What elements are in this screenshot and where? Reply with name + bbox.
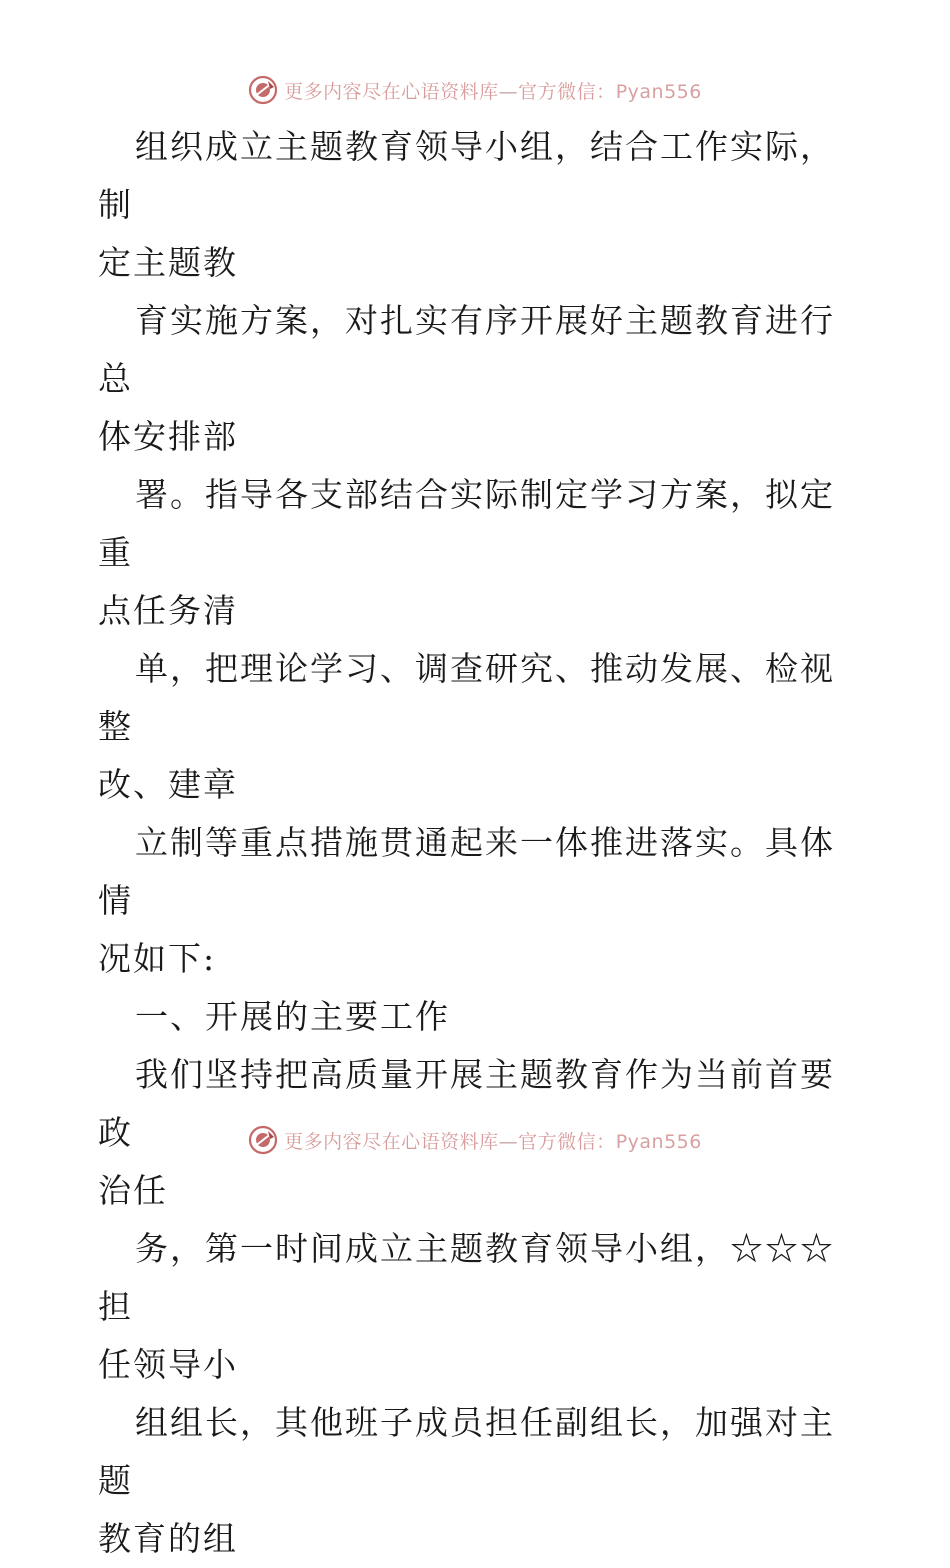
paragraph-line: 组组长，其他班子成员担任副组长，加强对主题 [98, 1403, 835, 1500]
document-body [98, 118, 858, 1568]
paragraph-line-wrap: 治任 [98, 1171, 168, 1210]
watermark-suffix: 官方微信： [518, 80, 616, 103]
watermark-id: Pyan556 [615, 80, 702, 103]
section-heading: 一、开展的主要工作 [135, 997, 450, 1036]
paragraph-line: 我们坚持把高质量开展主题教育作为当前首要政 [98, 1055, 835, 1152]
watermark-text [284, 77, 702, 104]
watermark-dash: — [498, 80, 519, 103]
watermark-dash: — [498, 1130, 519, 1153]
paragraph-line: 组织成立主题教育领导小组，结合工作实际，制 [98, 127, 835, 224]
paragraph-line: 单，把理论学习、调查研究、推动发展、检视整 [98, 649, 835, 746]
paragraph-3 [98, 466, 858, 640]
paragraph-8 [98, 1394, 858, 1568]
paragraph-line-wrap: 定主题教 [98, 243, 238, 282]
paragraph-line-wrap: 况如下: [98, 939, 217, 978]
paragraph-line: 务，第一时间成立主题教育领导小组，☆☆☆担 [98, 1229, 835, 1326]
header-watermark [0, 70, 950, 110]
paragraph-5 [98, 814, 858, 988]
paragraph-line-wrap: 教育的组 [98, 1519, 238, 1558]
watermark-id: Pyan556 [615, 1130, 702, 1153]
paragraph-line: 立制等重点措施贯通起来一体推进落实。具体情 [98, 823, 835, 920]
watermark-main: 更多内容尽在心语资料库 [284, 80, 499, 103]
watermark-suffix: 官方微信： [518, 1130, 616, 1153]
paragraph-line: 育实施方案，对扎实有序开展好主题教育进行总 [98, 301, 835, 398]
watermark-main: 更多内容尽在心语资料库 [284, 1130, 499, 1153]
footer-watermark [0, 1120, 950, 1160]
paragraph-line-wrap: 点任务清 [98, 591, 238, 630]
paragraph-2 [98, 292, 858, 466]
paragraph-7 [98, 1220, 858, 1394]
red-seal-logo-icon [248, 75, 278, 105]
paragraph-line: 署。指导各支部结合实际制定学习方案，拟定重 [98, 475, 835, 572]
paragraph-line-wrap: 任领导小 [98, 1345, 238, 1384]
paragraph-4 [98, 640, 858, 814]
paragraph-1 [98, 118, 858, 292]
paragraph-line-wrap: 体安排部 [98, 417, 238, 456]
watermark-text [284, 1127, 702, 1154]
paragraph-line-wrap: 改、建章 [98, 765, 238, 804]
red-seal-logo-icon [248, 1125, 278, 1155]
